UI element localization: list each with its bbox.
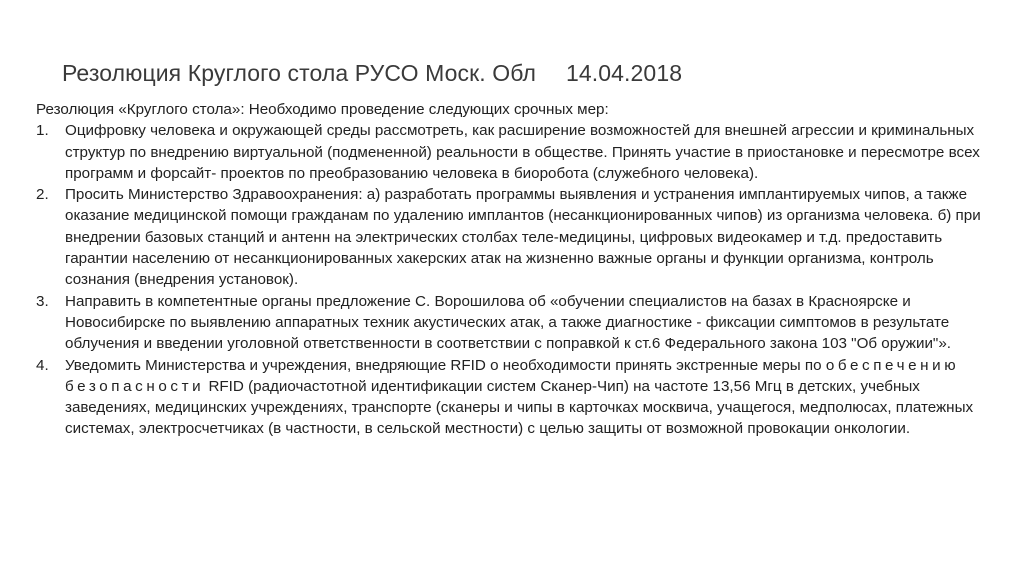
- list-item-number: 2.: [36, 186, 49, 204]
- slide-title: [62, 60, 682, 87]
- title-date: 14.04.2018: [565, 60, 683, 86]
- list-item: [36, 184, 986, 290]
- resolution-body: [36, 99, 986, 440]
- list-item-number: 4.: [36, 356, 49, 374]
- list-item-text-spaced: обеспечению безопасности: [65, 356, 960, 395]
- measures-list: [36, 120, 986, 439]
- list-item-number: 3.: [36, 292, 49, 310]
- list-item-number: 1.: [36, 122, 49, 140]
- list-item-text: Оцифровку человека и окружающей среды рассмотреть, как расширение возможностей для внешней агрессии и криминальных структур по внедрению виртуальной (подмененной) реальности в обществе. Принять участие в приостановке и пересмотре всех программ и форсайт- проектов по преобразованию человека в биоробота (служебного человека).: [65, 122, 980, 182]
- list-item-text: Направить в компетентные органы предложение С. Ворошилова об «обучении специалистов на базах в Красноярске и Новосибирске по выявлению аппаратных техник акустических атак, а также диагностике - фиксации симптомов в результате облучения и введении уголовной ответственности в соответствии с поправкой к ст.6 Федерального закона 103 "Об оружии"».: [65, 292, 951, 353]
- title-text: Резолюция Круглого стола РУСО Моск. Обл: [62, 60, 536, 86]
- list-item: [36, 291, 986, 355]
- list-item-text-start: Уведомить Министерства и учреждения, внедряющие RFID о необходимости принять экстренные меры по: [65, 356, 826, 374]
- list-item: [36, 355, 986, 440]
- intro-paragraph: Резолюция «Круглого стола»: Необходимо проведение следующих срочных мер:: [36, 101, 609, 118]
- list-item: [36, 120, 986, 184]
- list-item-text: Просить Министерство Здравоохранения: а) разработать программы выявления и устранения имплантируемых чипов, а также оказание медицинской помощи гражданам по удалению имплантов (несанкционированных чипов) из организма человека. б) при внедрении базовых станций и антенн на электрических столбах теле-медицины, цифровых видеокамер и т.д. предоставить гарантии населению от несанкционированных хакерских атак на жизненно важные органы и функции организма, контроль сознания (внедрения установок).: [65, 186, 981, 289]
- list-item-text-end: RFID (радиочастотной идентификации систем Сканер-Чип) на частоте 13,56 Мгц в детских, учебных заведениях, медицинских учреждениях, транспорте (сканеры и чипы в карточках москвича, учащегося, медполюсах, платежных системах, электросчетчиках (в частности, в сельской местности) с целью защиты от возможной провокации онкологии.: [65, 377, 974, 438]
